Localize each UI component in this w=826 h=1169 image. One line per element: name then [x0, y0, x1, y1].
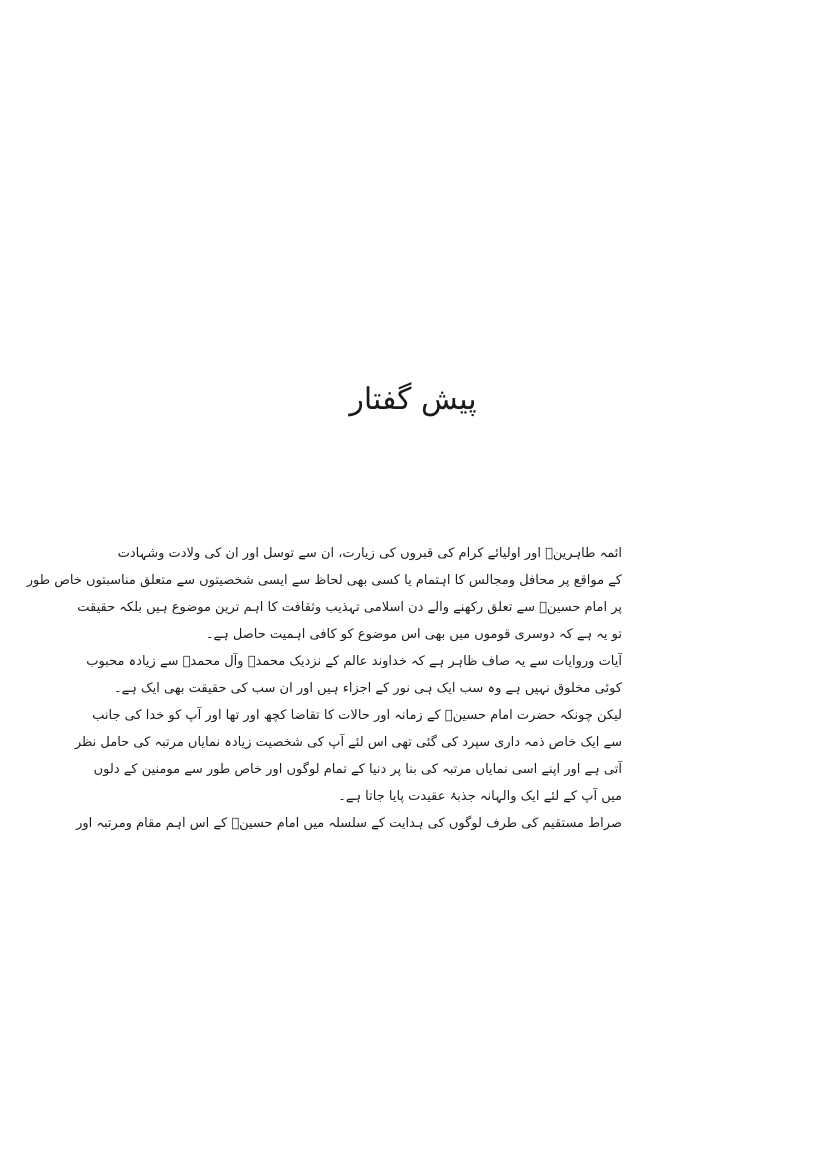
text-line: سے ایک خاص ذمہ داری سپرد کی گئی تھی اس لئے آپ کی شخصیت زیادہ نمایاں مرتبہ کی حامل نظر [74, 735, 622, 750]
text-line: کے مواقع پر محافل ومجالس کا اہتمام یا کسی بھی لحاظ سے ایسی شخصیتوں سے متعلق مناسبتوں خاص طور [26, 573, 622, 588]
text-line: پر امام حسینؑ سے تعلق رکھنے والے دن اسلامی تہذیب وثقافت کا اہم ترین موضوع ہیں بلکہ حقیقت [77, 600, 622, 615]
text-line: آتی ہے اور اپنے اسی نمایاں مرتبہ کی بنا پر دنیا کے تمام لوگوں اور خاص طور سے مومنین کے دلوں [93, 762, 622, 777]
text-line: لیکن چونکہ حضرت امام حسینؑ کے زمانہ اور حالات کا تقاضا کچھ اور تھا اور آپ کو خدا کی جانب [92, 708, 622, 723]
text-line: ائمہ طاہرینؑ اور اولیائے کرام کی قبروں کی زیارت، ان سے توسل اور ان کی ولادت وشہادت [117, 546, 622, 561]
text-line: کوئی مخلوق نہیں ہے وہ سب ایک ہی نور کے اجزاء ہیں اور ان سب کی حقیقت بھی ایک ہے۔ [114, 681, 622, 696]
body-text [26, 540, 622, 837]
text-line: تو یہ ہے کہ دوسری قوموں میں بھی اس موضوع کو کافی اہمیت حاصل ہے۔ [205, 627, 622, 642]
text-line: آیات وروایات سے یہ صاف ظاہر ہے کہ خداوند عالم کے نزدیک محمدؐ وآل محمدؑ سے زیادہ محبوب [86, 654, 622, 669]
page-title: پیش گفتار [349, 382, 477, 417]
text-line: صراط مستقیم کی طرف لوگوں کی ہدایت کے سلسلہ میں امام حسینؑ کے اس اہم مقام ومرتبہ اور [76, 816, 622, 831]
text-line: میں آپ کے لئے ایک والہانہ جذبۂ عقیدت پایا جاتا ہے۔ [338, 789, 622, 804]
